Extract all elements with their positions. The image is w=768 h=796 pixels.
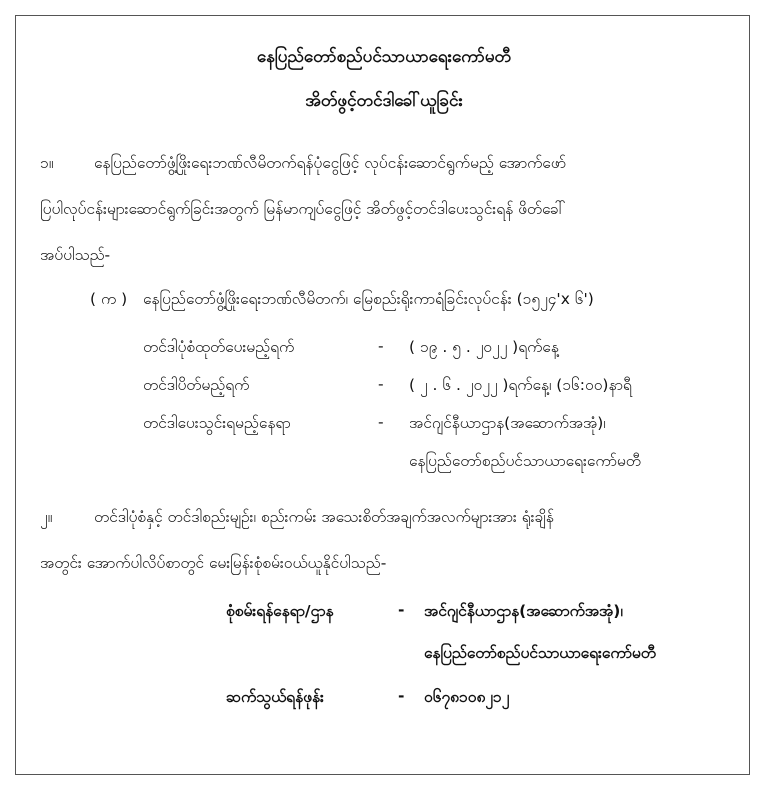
detail-dash: - bbox=[378, 375, 384, 393]
item-description: နေပြည်တော်ဖွံ့ဖြိုးရေးဘဏ်လီမိတက်၊ မြေစည်းရိုးကာရံခြင်းလုပ်ငန်း (၁၅၂၄'x ၆') bbox=[143, 290, 594, 308]
notice-title-organization: နေပြည်တော်စည်ပင်သာယာရေးကော်မတီ bbox=[256, 47, 512, 67]
detail-dash: - bbox=[378, 337, 384, 355]
contact-value-inquiry-place: အင်ဂျင်နီယာဌာန(အဆောက်အအုံ)၊ bbox=[424, 602, 623, 620]
section-1-line-3: အပ်ပါသည်- bbox=[40, 246, 111, 264]
contact-value-inquiry-place-line-2: နေပြည်တော်စည်ပင်သာယာရေးကော်မတီ bbox=[424, 644, 656, 662]
section-2-line-2: အတွင်း အောက်ပါလိပ်စာတွင် မေးမြန်းစုံစမ်းဝယ်ယူနိုင်ပါသည်- bbox=[40, 554, 387, 572]
detail-value-submission-place-line-2: နေပြည်တော်စည်ပင်သာယာရေးကော်မတီ bbox=[409, 452, 641, 470]
section-2-line-1: တင်ဒါပုံစံနှင့် တင်ဒါစည်းမျဉ်း၊ စည်းကမ်း အသေးစိတ်အချက်အလက်များအား ရုံးချိန် bbox=[94, 508, 554, 526]
item-marker: ( က ) bbox=[90, 290, 128, 308]
section-1-line-2: ပြပါလုပ်ငန်းများဆောင်ရွက်ခြင်းအတွက် မြန်မာကျပ်ငွေဖြင့် အိတ်ဖွင့်တင်ဒါပေးသွင်းရန် ဖိတ်ခေါ် bbox=[40, 200, 566, 218]
contact-label-phone: ဆက်သွယ်ရန်ဖုန်း bbox=[226, 688, 324, 706]
detail-label-issue-date: တင်ဒါပုံစံထုတ်ပေးမည့်ရက် bbox=[143, 338, 295, 356]
section-2-number: ၂။ bbox=[40, 508, 53, 526]
contact-label-inquiry-place: စုံစမ်းရန်နေရာ/ဌာန bbox=[226, 602, 334, 620]
notice-title-tender: အိတ်ဖွင့်တင်ဒါခေါ်ယူခြင်း bbox=[305, 91, 463, 111]
section-1-number: ၁။ bbox=[40, 154, 54, 172]
contact-dash: - bbox=[398, 687, 405, 705]
detail-value-issue-date: ( ၁၉ . ၅ . ၂၀၂၂ )ရက်နေ့ bbox=[409, 338, 559, 356]
detail-label-close-date: တင်ဒါပိတ်မည့်ရက် bbox=[143, 376, 250, 394]
detail-value-submission-place: အင်ဂျင်နီယာဌာန(အဆောက်အအုံ)၊ bbox=[409, 414, 606, 432]
detail-dash: - bbox=[378, 413, 384, 431]
contact-value-phone: ၀၆၇၈၁၀၈၂၁၂ bbox=[424, 688, 510, 706]
detail-value-close-date: ( ၂ . ၆ . ၂၀၂၂ )ရက်နေ့၊ (၁၆:၀၀)နာရီ bbox=[409, 376, 632, 394]
contact-dash: - bbox=[398, 601, 405, 619]
detail-label-submission-place: တင်ဒါပေးသွင်းရမည့်နေရာ bbox=[143, 414, 291, 432]
section-1-line-1: နေပြည်တော်ဖွံ့ဖြိုးရေးဘဏ်လီမိတက်ရန်ပုံငွေဖြင့် လုပ်ငန်းဆောင်ရွက်မည့် အောက်ဖော် bbox=[94, 154, 566, 172]
